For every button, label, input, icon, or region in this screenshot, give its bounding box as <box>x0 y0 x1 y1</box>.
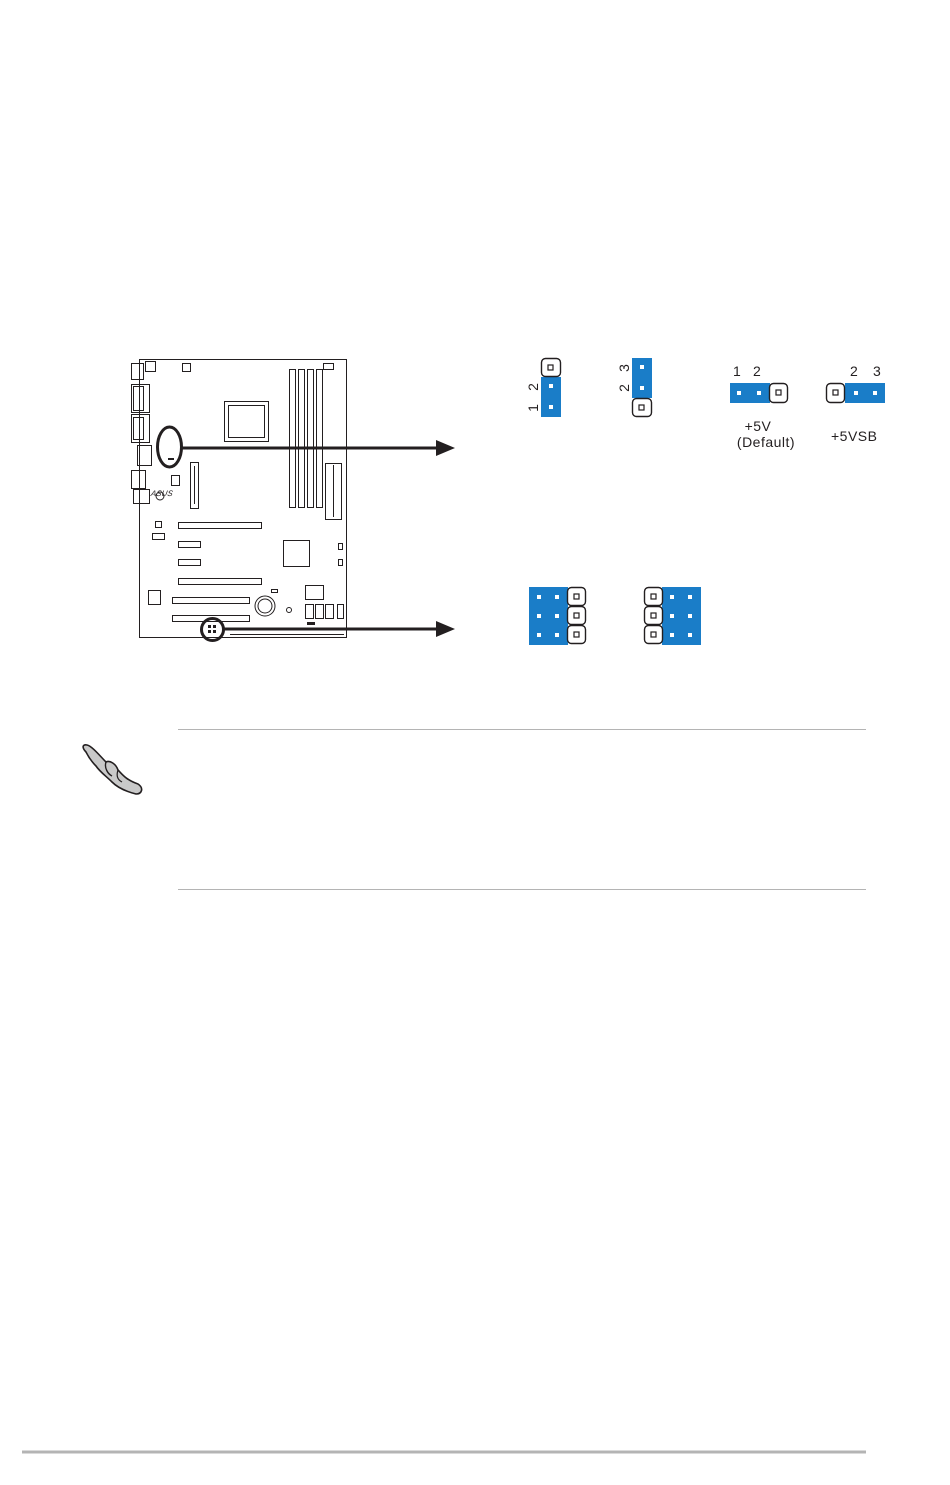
jumper-usbpw-bottom-pins12 <box>529 587 586 645</box>
kbpw-option1-label-line2: (Default) <box>736 434 796 450</box>
board-logo: ASUS <box>150 489 174 498</box>
arrow-head-top <box>436 440 455 456</box>
usbpw-a-pin1-label: 1 <box>525 404 541 412</box>
kbpw-option1-label-line1: +5V <box>744 418 772 434</box>
pointing-hand-icon <box>83 745 142 794</box>
kbpw-pin2b-label: 2 <box>850 363 859 379</box>
usbpw-a-pin2-label: 2 <box>525 383 541 391</box>
kbpw-pin1-label: 1 <box>733 363 742 379</box>
kbpw-pin3-label: 3 <box>873 363 882 379</box>
jumper-kbpw-pins12 <box>730 383 788 403</box>
jumper-usbpw-a-pins12 <box>541 359 561 418</box>
kbpw-option2-label: +5VSB <box>831 428 878 444</box>
usbpw-b-pin2-label: 2 <box>616 384 632 392</box>
arrow-head-bottom <box>436 621 455 637</box>
usbpw-b-pin3-label: 3 <box>616 364 632 372</box>
jumper-kbpw-pins23 <box>827 383 886 403</box>
jumper-usbpw-bottom-pins23 <box>645 587 702 645</box>
kbpw-pin2-label: 2 <box>753 363 762 379</box>
jumper-usbpw-b-pins23 <box>632 358 652 417</box>
highlight-usbpw-kbpw <box>158 427 182 467</box>
